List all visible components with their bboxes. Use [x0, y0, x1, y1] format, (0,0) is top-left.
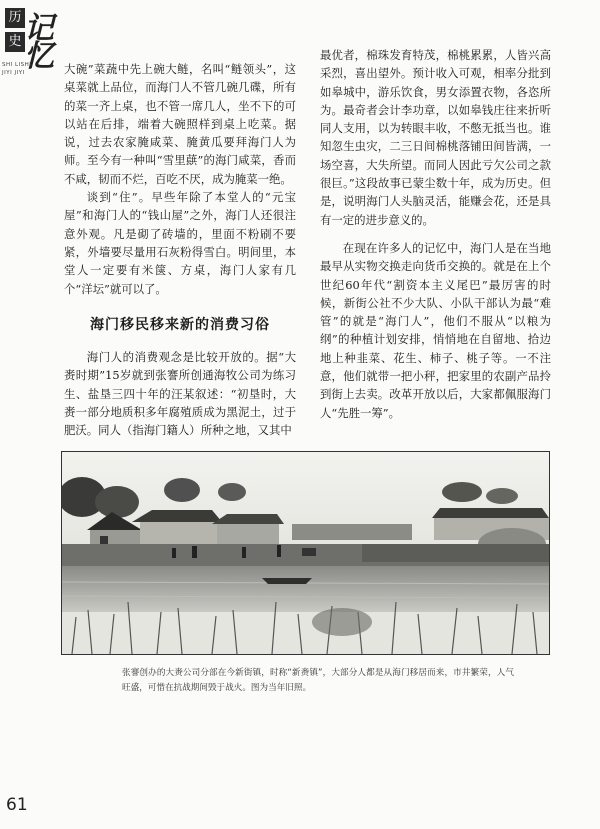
masthead: [0, 0, 60, 100]
masthead-char-li: 历: [5, 8, 25, 28]
masthead-pinyin-1: SHI LISHI: [2, 62, 32, 68]
paragraph: 谈到“住”。早些年除了本堂人的“元宝屋”和海门人的“钱山屋”之外，海门人还很注意外观。凡是砌了砖墙的，里面不粉刷不要紧，外墙要尽量用石灰粉得雪白。明间里，本堂人一定要有米箧、方桌，海门人家有几个“洋坛”就可以了。: [64, 190, 296, 296]
masthead-pinyin-2: JIYI JIYI: [2, 70, 25, 76]
paragraph: 大碗”菜蔬中先上碗大鲢，名叫“鲢领头”，这桌菜就上品位，而海门人不管几碗几碟，所有的菜一齐上桌，也不管一席几人，坐不下的可以站在后排，端着大碗照样到桌上吃菜。据说，过去农家腌咸菜、腌黄瓜要拜海门人为师。至今有一种叫“雪里蕻”的海门咸菜，香而不咸，韧而不烂，百吃不厌，成为腌菜一绝。: [64, 62, 296, 186]
paragraph: 最优者，棉珠发育特茂，棉桃累累，人皆兴高采烈，喜出望外。预计收入可观，相率分批到如皋城中，游乐饮食，男女添置衣物，各恣所为。最奇者会计李功章，以如皋钱庄往来折听同人支用，以为转眼丰收，不憋无抵当也。谁知忽生虫灾，二三日间棉桃落铺田间皆满，一场空喜，大失所望。而同人因此亏欠公司之款很巨。”这段故事已蒙尘数十年，成为历史。但是，说明海门人头脑灵活，能赚会花，还是具有一定的进步意义的。: [320, 48, 551, 227]
historical-photo: [61, 451, 550, 655]
right-column: [320, 46, 551, 422]
left-column: [64, 60, 296, 440]
masthead-char-shi: 史: [5, 32, 25, 52]
masthead-calligraphy-yi: 忆: [24, 39, 54, 74]
old-town-photo-illustration: [62, 452, 549, 654]
masthead-calligraphy-ji: 记: [24, 11, 54, 46]
paragraph: 在现在许多人的记忆中，海门人是在当地最早从实物交换走向货币交换的。就是在上个世纪60年代“割资本主义尾巴”最厉害的时候，新街公社不少大队、小队干部认为最“难管”的就是“海门人”，他们不服从“以粮为纲”的种植计划安排，悄悄地在自留地、拾边地上种韭菜、花生、柿子、桃子等。一不注意，他们就带一把小秤，把家里的农副产品拎到街上去卖。改革开放以后，大家都佩服海门人“先胜一筹”。: [320, 240, 551, 420]
photo-caption: 张謇创办的大赉公司分部在今新街镇，时称“新赉镇”，大部分人都是从海门移居而来，市井繁荣，人气旺盛，可惜在抗战期间毁于战火。图为当年旧照。: [122, 668, 514, 693]
paragraph: 海门人的消费观念是比较开放的。据“大赉时期”15岁就到张謇所创通海牧公司为练习生、盐垦三四十年的汪某叙述：“初垦时，大赉一部分地质积多年腐殖质成为黑泥土，过于肥沃。同人（指海门籍人）所种之地，又其中: [64, 350, 296, 438]
page-number: 61: [6, 795, 28, 815]
section-heading: 海门移民移来新的消费习俗: [90, 316, 270, 333]
